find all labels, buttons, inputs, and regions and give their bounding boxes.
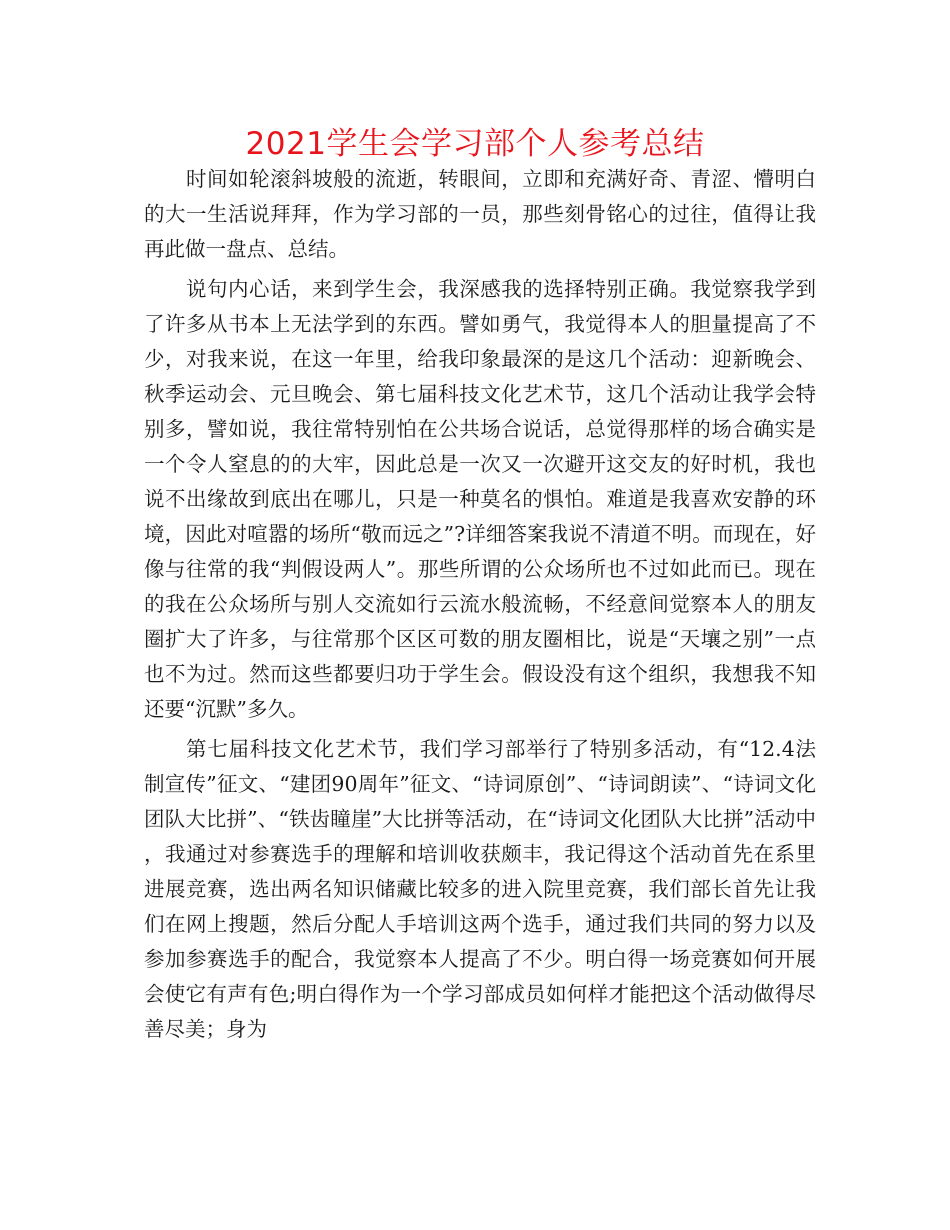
paragraph-intro: 时间如轮滚斜坡般的流逝，转眼间，立即和充满好奇、青涩、懵明白的大一生活说拜拜，作为学习部的一员，那些刻骨铭心的过往，值得让我再此做一盘点、总结。	[144, 167, 816, 261]
paragraph-arts-festival: 第七届科技文化艺术节，我们学习部举行了特别多活动，有“12.4法制宣传”征文、“建团90周年”征文、“诗词原创”、“诗词朗读”、“诗词文化团队大比拼”、“铁齿瞳崖”大比拼等活动，在“诗词文化团队大比拼”活动中，我通过对参赛选手的理解和培训收获颇丰，我记得这个活动首先在系里进展竞赛，选出两名知识储藏比较多的进入院里竞赛，我们部长首先让我们在网上搜题，然后分配人手培训这两个选手，通过我们共同的努力以及参加参赛选手的配合，我觉察本人提高了不少。明白得一场竞赛如何开展会使它有声有色;明白得作为一个学习部成员如何样才能把这个活动做得尽善尽美；身为	[144, 737, 816, 1041]
document-body	[144, 162, 816, 1047]
document-title: 2021学生会学习部个人参考总结	[245, 126, 705, 162]
paragraph-student-union: 说句内心话，来到学生会，我深感我的选择特别正确。我觉察我学到了许多从书本上无法学到的东西。譬如勇气，我觉得本人的胆量提高了不少，对我来说，在这一年里，给我印象最深的是这几个活动：迎新晚会、秋季运动会、元旦晚会、第七届科技文化艺术节，这几个活动让我学会特别多，譬如说，我往常特别怕在公共场合说话，总觉得那样的场合确实是一个令人窒息的的大牢，因此总是一次又一次避开这交友的好时机，我也说不出缘故到底出在哪儿，只是一种莫名的惧怕。难道是我喜欢安静的环境，因此对喧嚣的场所“敬而远之”?详细答案我说不清道不明。而现在，好像与往常的我“判假设两人”。那些所谓的公众场所也不过如此而已。现在的我在公众场所与别人交流如行云流水般流畅，不经意间觉察本人的朋友圈扩大了许多，与往常那个区区可数的朋友圈相比，说是“天壤之别”一点也不为过。然而这些都要归功于学生会。假设没有这个组织，我想我不知还要“沉默”多久。	[144, 277, 816, 721]
